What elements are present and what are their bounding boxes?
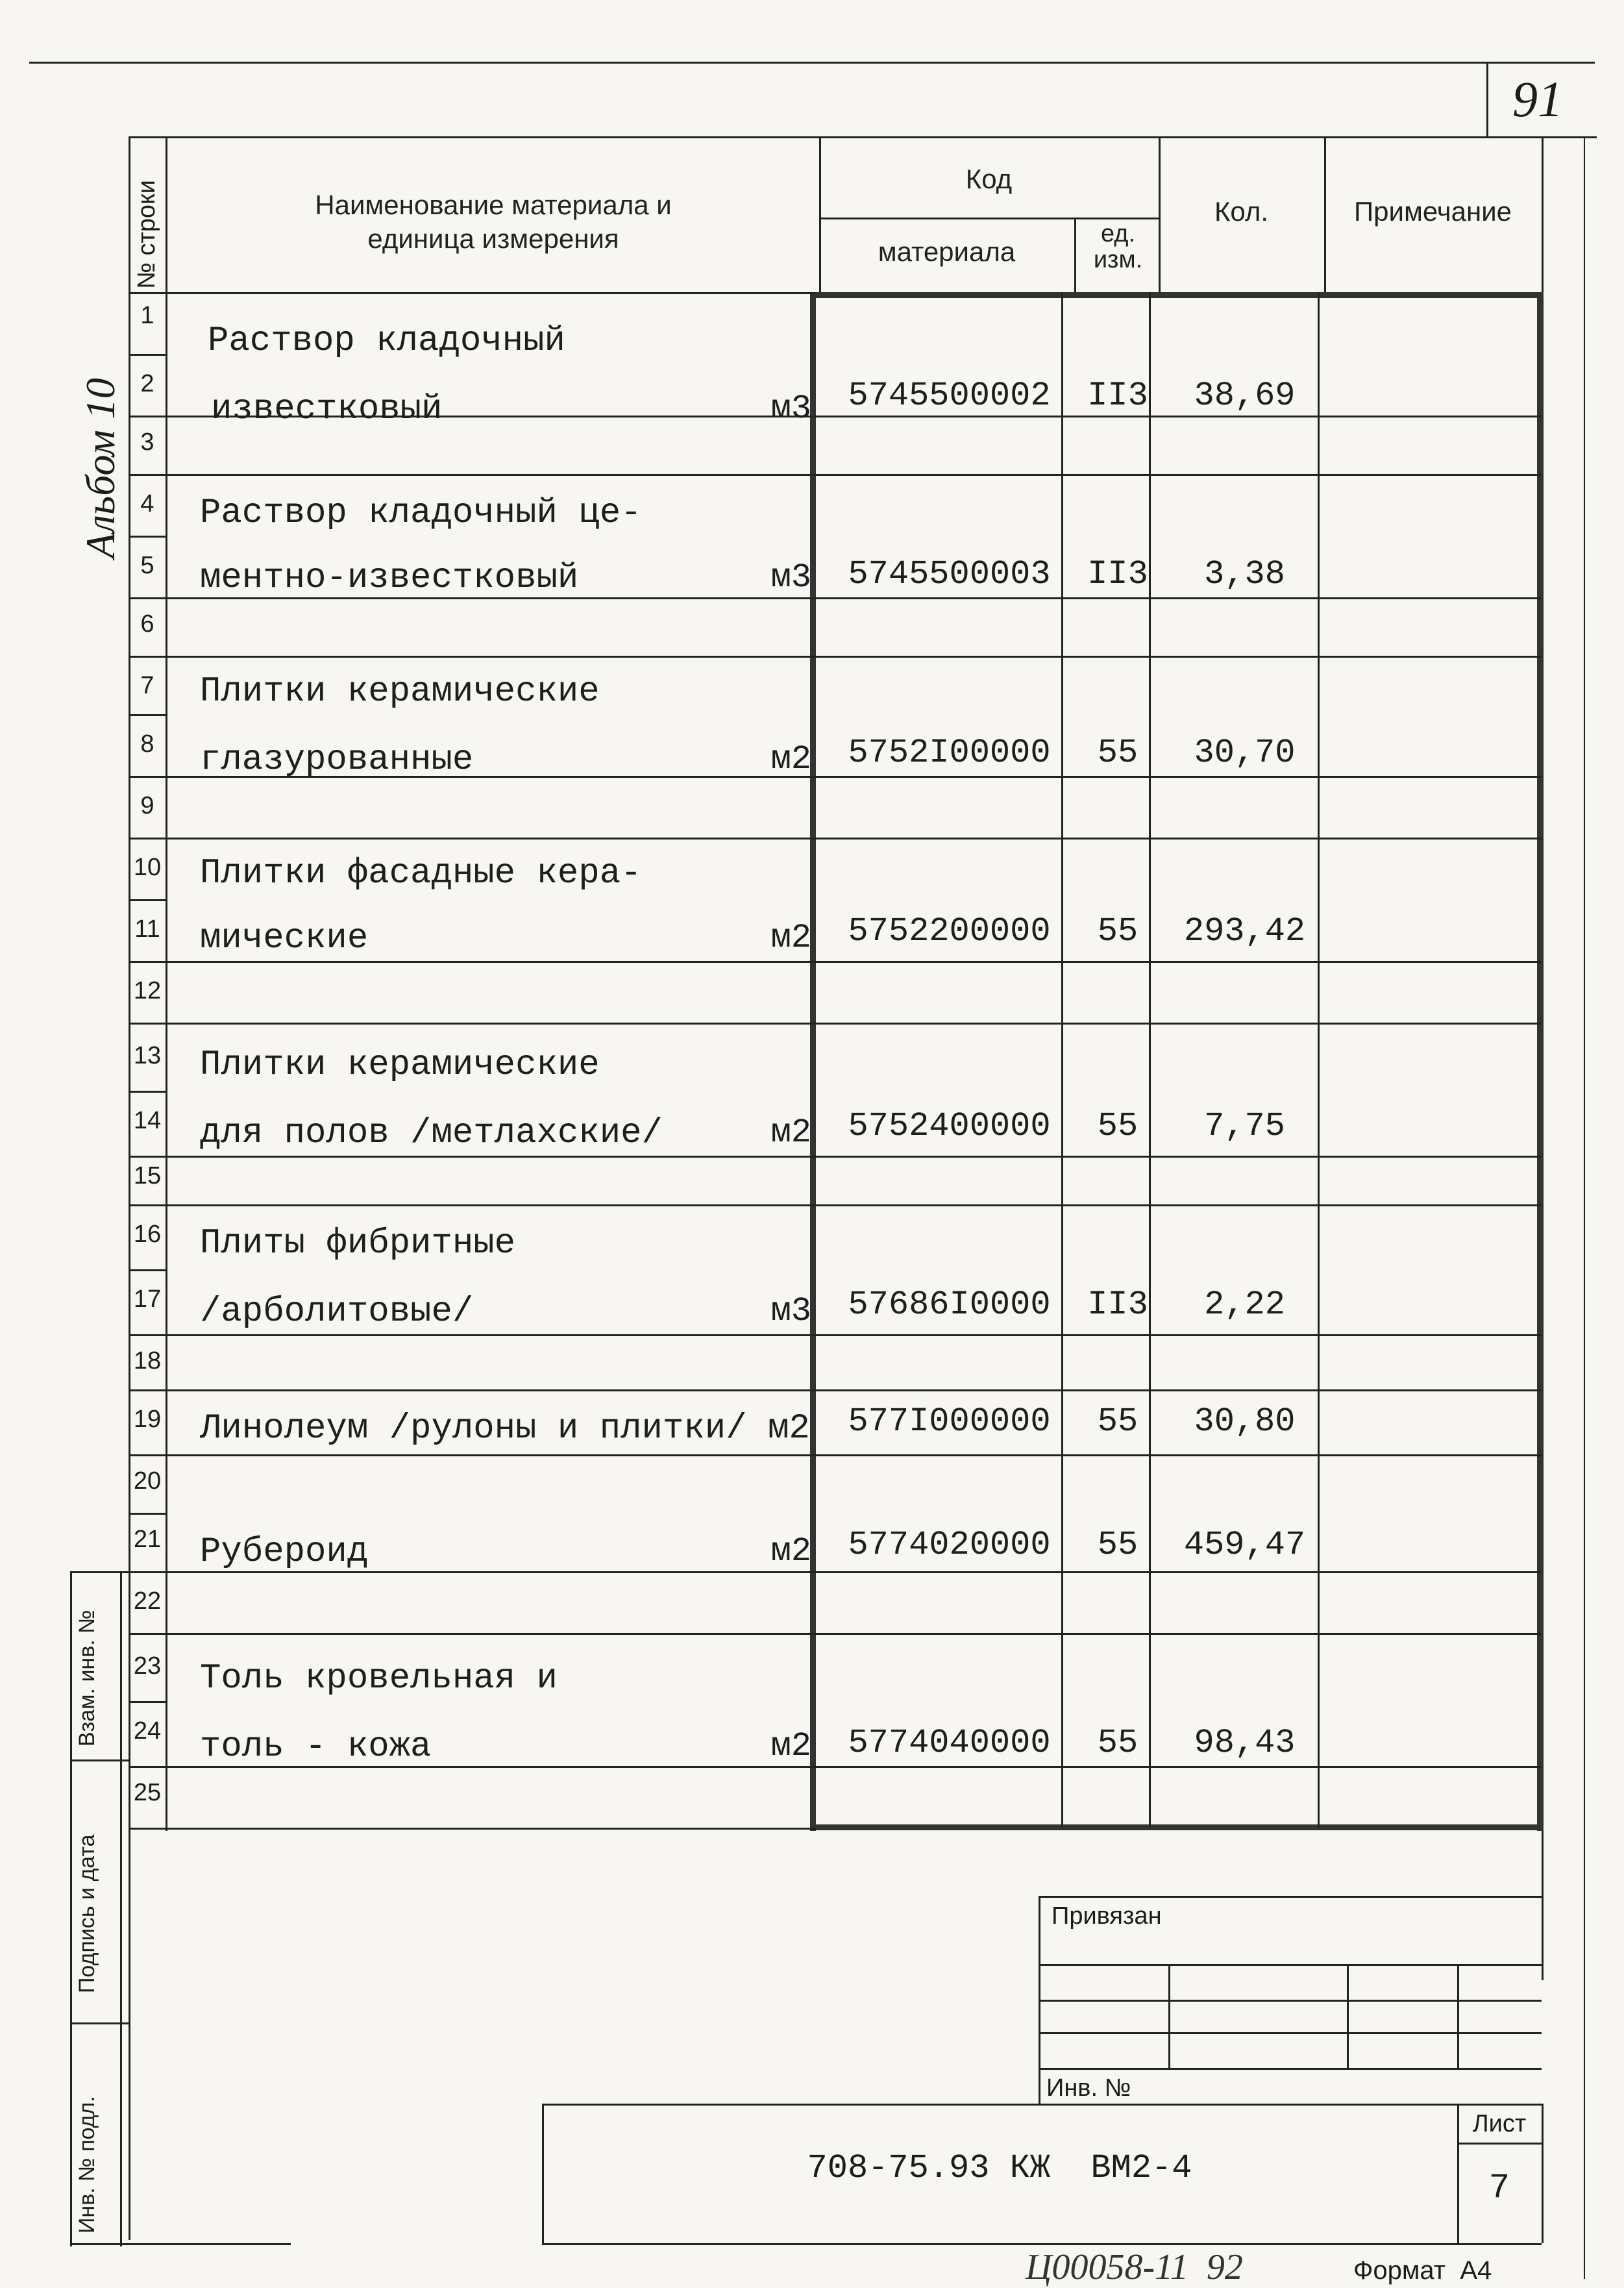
row-number: 4 — [140, 490, 154, 517]
rn-sep — [129, 1454, 166, 1456]
side-stamp-top — [70, 1571, 129, 1573]
row-sep — [166, 961, 1542, 963]
rn-sep — [129, 597, 166, 599]
rn-sep — [129, 1701, 166, 1703]
row-sep — [166, 1571, 1542, 1573]
unit-code: II3 — [1087, 1286, 1148, 1324]
stamp-line — [1039, 1964, 1542, 1966]
stamp-line — [1039, 2032, 1542, 2034]
material-name: Линолеум /рулоны и плитки/ м2 — [200, 1409, 810, 1449]
rn-sep — [129, 1513, 166, 1515]
row-number: 24 — [133, 1717, 162, 1745]
side-stamp-mid — [120, 1571, 122, 2246]
stamp-col — [1168, 1964, 1170, 2068]
material-name: /арболитовые/ — [200, 1292, 474, 1332]
bold-box-left — [810, 292, 816, 1831]
row-number: 15 — [133, 1162, 162, 1189]
page-number: 91 — [1512, 71, 1563, 127]
row-number: 8 — [140, 730, 154, 758]
row-number: 13 — [133, 1042, 162, 1069]
row-number: 6 — [140, 610, 154, 638]
material-name: ментно-известковый — [200, 558, 579, 598]
body-bottom-left — [129, 1828, 817, 1830]
top-rule — [29, 62, 1595, 64]
unit-of-measure: м2 — [770, 919, 811, 957]
material-name: Толь кровельная и — [200, 1659, 558, 1698]
inv-no-label: Инв. № — [1046, 2074, 1131, 2102]
side-stamp-sep — [70, 2022, 129, 2024]
rn-sep — [129, 1571, 166, 1573]
rn-sep — [129, 714, 166, 716]
material-col-right-header — [1074, 218, 1076, 292]
row-number: 19 — [133, 1406, 162, 1433]
unit-code-header: ед. изм. — [1093, 220, 1143, 273]
rn-sep — [129, 1204, 166, 1206]
rn-sep — [129, 961, 166, 963]
qty-col-line — [1318, 292, 1320, 1828]
unit-of-measure: м3 — [770, 558, 811, 597]
sheet-label: Лист — [1472, 2110, 1527, 2137]
row-number: 18 — [133, 1347, 162, 1374]
row-number: 20 — [133, 1467, 162, 1495]
qty-header: Кол. — [1214, 196, 1269, 227]
stamp-line — [1039, 2068, 1542, 2070]
unit-code: II3 — [1087, 377, 1148, 415]
rn-sep — [129, 1334, 166, 1336]
designation-top — [542, 2104, 1542, 2106]
row-sep — [166, 1389, 1542, 1391]
unit-code: 55 — [1097, 734, 1138, 772]
material-name: для полов /метлахские/ — [200, 1113, 663, 1153]
stamp-right — [1542, 2104, 1544, 2243]
rn-sep — [129, 1091, 166, 1093]
material-code: 57686I0000 — [848, 1286, 1051, 1324]
quantity: 30,70 — [1194, 734, 1296, 772]
row-number: 12 — [133, 977, 162, 1004]
row-sep — [166, 656, 1542, 658]
quantity: 2,22 — [1204, 1286, 1285, 1324]
sheet-box-sep — [1457, 2143, 1542, 2145]
bold-box-top — [810, 292, 1544, 298]
vzam-inv-label: Взам. инв. № — [75, 1610, 99, 1747]
quantity: 38,69 — [1194, 377, 1296, 415]
stamp-line — [1039, 2000, 1542, 2002]
material-code: 577I000000 — [848, 1402, 1051, 1441]
side-stamp-left — [70, 1571, 72, 2246]
bottom-frame — [542, 2243, 1542, 2245]
row-sep — [166, 1334, 1542, 1336]
side-stamp-sep — [70, 1760, 129, 1761]
sheet-number: 7 — [1488, 2169, 1510, 2208]
row-number: 9 — [140, 792, 154, 819]
material-code: 5774020000 — [848, 1526, 1051, 1564]
bold-box-bottom — [810, 1824, 1544, 1830]
unit-code: 55 — [1097, 1107, 1138, 1145]
rn-sep — [129, 776, 166, 778]
body-top-left — [129, 292, 817, 294]
unit-code: 55 — [1097, 1526, 1138, 1564]
unit-of-measure: м2 — [770, 740, 811, 778]
material-name: Рубероид — [200, 1532, 369, 1572]
designation: 708-75.93 КЖ ВМ2-4 — [807, 2149, 1192, 2187]
material-code: 5752400000 — [848, 1107, 1051, 1145]
row-sep — [166, 838, 1542, 839]
material-name: Плитки керамические — [200, 1045, 600, 1085]
rn-sep — [129, 1156, 166, 1158]
code-subheader-line — [819, 218, 1159, 219]
rn-sep — [129, 1766, 166, 1768]
privyazan-label: Привязан — [1052, 1902, 1162, 1930]
row-number: 7 — [140, 672, 154, 699]
rn-sep — [129, 1269, 166, 1271]
rn-sep — [129, 474, 166, 476]
row-number: 25 — [133, 1779, 162, 1806]
row-number: 3 — [140, 429, 154, 456]
quantity: 98,43 — [1194, 1724, 1296, 1762]
material-name: Плитки керамические — [200, 672, 600, 712]
material-name: Раствор кладочный це- — [200, 493, 642, 533]
row-sep — [166, 1454, 1542, 1456]
quantity: 293,42 — [1183, 912, 1306, 951]
material-code: 5752I00000 — [848, 734, 1051, 772]
unit-code: 55 — [1097, 912, 1138, 951]
quantity: 7,75 — [1204, 1107, 1285, 1145]
material-name: глазурованные — [200, 740, 474, 780]
header-top — [129, 136, 1544, 138]
unit-code: 55 — [1097, 1402, 1138, 1441]
unit-code: 55 — [1097, 1724, 1138, 1762]
stamp-top — [1039, 1896, 1542, 1898]
material-name: Раствор кладочный — [208, 321, 565, 361]
row-number: 1 — [140, 302, 154, 329]
row-number: 2 — [140, 370, 154, 397]
row-number: 21 — [133, 1526, 162, 1553]
material-name-header: Наименование материала и единица измерения — [315, 190, 672, 254]
material-name: известковый — [211, 390, 443, 429]
row-number: 17 — [133, 1286, 162, 1313]
row-number: 14 — [133, 1107, 162, 1134]
material-code: 5745500002 — [848, 377, 1051, 415]
row-sep — [166, 1633, 1542, 1635]
format-label: Формат А4 — [1353, 2256, 1492, 2285]
stamp-col — [1347, 1964, 1349, 2068]
inv-podl-label: Инв. № подл. — [75, 2096, 99, 2233]
row-number: 10 — [133, 854, 162, 881]
rn-sep — [129, 838, 166, 839]
row-sep — [166, 1204, 1542, 1206]
row-sep — [166, 1023, 1542, 1025]
row-number: 23 — [133, 1652, 162, 1680]
unit-of-measure: м2 — [770, 1113, 811, 1152]
unit-of-measure: м2 — [770, 1727, 811, 1765]
row-number: 16 — [133, 1221, 162, 1248]
note-header: Примечание — [1353, 196, 1512, 227]
material-name: толь - кожа — [200, 1727, 432, 1767]
stamp-col — [1457, 1964, 1459, 2068]
row-number: 22 — [133, 1587, 162, 1615]
row-number: 11 — [134, 915, 160, 943]
rn-sep — [129, 1389, 166, 1391]
row-sep — [166, 474, 1542, 476]
row-number: 5 — [140, 552, 154, 579]
unit-of-measure: м3 — [770, 390, 811, 428]
handwritten-inventory-number: Ц00058-11 92 — [1026, 2247, 1243, 2287]
rn-sep — [129, 354, 166, 356]
material-name: мические — [200, 919, 369, 958]
unit-code: II3 — [1087, 555, 1148, 593]
material-code: 5752200000 — [848, 912, 1051, 951]
material-code: 5774040000 — [848, 1724, 1051, 1762]
unit-col-line — [1149, 292, 1151, 1828]
material-name: Плиты фибритные — [200, 1224, 516, 1263]
bottom-frame-left — [70, 2243, 291, 2245]
album-note: Альбом 10 — [77, 378, 123, 558]
page-number-box-left — [1486, 62, 1488, 136]
unit-of-measure: м2 — [770, 1532, 811, 1571]
right-margin-line — [1584, 136, 1585, 2279]
rn-sep — [129, 416, 166, 417]
bold-box-right — [1537, 292, 1543, 1831]
podpis-data-label: Подпись и дата — [75, 1834, 99, 1993]
code-header: Код — [965, 164, 1013, 194]
unit-of-measure: м3 — [770, 1292, 811, 1330]
rn-sep — [129, 656, 166, 658]
material-col-line — [1061, 292, 1063, 1828]
rn-sep — [129, 1023, 166, 1025]
material-code: 5745500003 — [848, 555, 1051, 593]
rn-sep — [129, 1633, 166, 1635]
material-name: Плитки фасадные кера- — [200, 854, 642, 893]
quantity: 3,38 — [1204, 555, 1285, 593]
row-sep — [166, 1156, 1542, 1158]
rn-sep — [129, 536, 166, 538]
material-code-header: материала — [878, 236, 1016, 267]
name-col-right-header — [819, 136, 821, 292]
rn-sep — [129, 899, 166, 901]
quantity: 30,80 — [1194, 1402, 1296, 1441]
quantity: 459,47 — [1183, 1526, 1306, 1564]
row-number-header: № строки — [133, 180, 160, 289]
